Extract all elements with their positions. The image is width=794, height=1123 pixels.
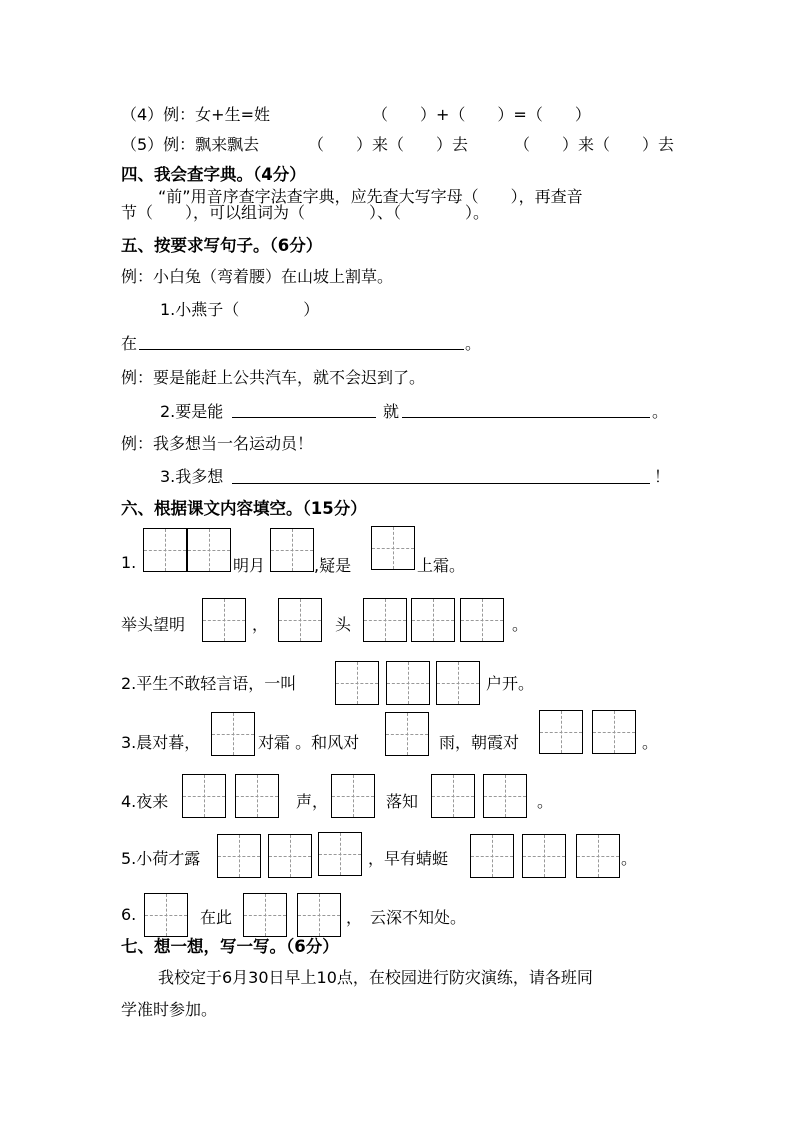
char-box[interactable]	[202, 598, 246, 642]
q6-line5-text-d: 。	[537, 792, 554, 811]
q4-line2: 节（ ），可以组词为（ ）、（ ）。	[121, 203, 490, 222]
q6-line3-text-b: 户开。	[486, 674, 535, 693]
q6-line4-text-b: 对霜 。和风对	[258, 733, 360, 752]
q6-line1-text-b: ,疑是	[314, 556, 352, 575]
char-box[interactable]	[411, 598, 455, 642]
q3-blank-4: （ ）+（ ）=（ ）	[372, 105, 591, 124]
q5-item-1-prefix: 在	[121, 334, 138, 353]
char-box[interactable]	[592, 710, 636, 754]
q5-item-2-end: 。	[652, 402, 669, 421]
q4-line1: “前”用音序查字法查字典，应先查大写字母（ ），再查音	[158, 187, 583, 206]
q6-line2-text-c: 头	[335, 615, 352, 634]
q6-line4-text-d: 。	[642, 733, 659, 752]
q5-example-2: 例：要是能赶上公共汽车，就不会迟到了。	[121, 368, 426, 387]
char-box[interactable]	[217, 834, 261, 878]
char-box[interactable]	[385, 712, 429, 756]
q5-item-1: 1.小燕子（ ）	[160, 300, 320, 319]
q5-item-1-end: 。	[465, 334, 482, 353]
char-box[interactable]	[576, 834, 620, 878]
q3-example-4: （4）例：女+生=姓	[121, 105, 270, 124]
q3-blank-5a: （ ）来（ ）去	[308, 135, 469, 154]
q5-item-2-mid: 就	[383, 402, 400, 421]
char-box[interactable]	[386, 661, 430, 705]
q5-item-2-prefix: 2.要是能	[160, 402, 224, 421]
q6-line4-text-a: 3.晨对暮，	[121, 733, 201, 752]
q5-item-2-answer-line-a[interactable]	[232, 417, 376, 418]
q6-line5-text-c: 落知	[386, 792, 419, 811]
char-box[interactable]	[211, 712, 255, 756]
q5-item-3-answer-line[interactable]	[232, 483, 650, 484]
q6-line6-text-c: 。	[621, 849, 638, 868]
char-box[interactable]	[335, 661, 379, 705]
char-box[interactable]	[436, 661, 480, 705]
q7-line1: 我校定于6月30日早上10点，在校园进行防灾演练，请各班同	[158, 968, 593, 987]
q6-line7-text-c: ， 云深不知处。	[346, 908, 467, 927]
char-box[interactable]	[539, 710, 583, 754]
q6-line7-text-b: 在此	[200, 908, 233, 927]
q6-line3-text-a: 2.平生不敢轻言语，一叫	[121, 674, 297, 693]
q5-example-1: 例：小白兔（弯着腰）在山坡上割草。	[121, 267, 394, 286]
q4-title: 四、我会查字典。（4分）	[121, 165, 306, 184]
char-box[interactable]	[143, 528, 187, 572]
char-box[interactable]	[144, 893, 188, 937]
q6-line7-text-a: 6.	[121, 905, 137, 924]
q5-title: 五、按要求写句子。（6分）	[121, 236, 323, 255]
q6-line6-text-b: ，早有蜻蜓	[368, 849, 449, 868]
q3-blank-5b: （ ）来（ ）去	[514, 135, 675, 154]
char-box[interactable]	[470, 834, 514, 878]
q6-line1-num: 1.	[121, 553, 137, 572]
q7-line2: 学准时参加。	[121, 1000, 218, 1019]
q5-item-3-prefix: 3.我多想	[160, 467, 224, 486]
char-box[interactable]	[278, 598, 322, 642]
q5-item-2-answer-line-b[interactable]	[402, 417, 650, 418]
q5-item-3-end: ！	[654, 467, 671, 486]
q6-line4-text-c: 雨，朝霞对	[439, 733, 520, 752]
char-box[interactable]	[371, 526, 415, 570]
q6-title: 六、根据课文内容填空。（15分）	[121, 499, 367, 518]
q6-line2-text-a: 举头望明	[121, 615, 186, 634]
q5-item-1-answer-line[interactable]	[139, 349, 464, 350]
char-box[interactable]	[363, 598, 407, 642]
char-box[interactable]	[431, 774, 475, 818]
q5-example-3: 例：我多想当一名运动员！	[121, 434, 314, 453]
char-box[interactable]	[243, 893, 287, 937]
char-box[interactable]	[187, 528, 231, 572]
char-box[interactable]	[318, 832, 362, 876]
char-box[interactable]	[182, 774, 226, 818]
q6-line1-text-a: 明月	[233, 556, 266, 575]
char-box[interactable]	[522, 834, 566, 878]
q7-title: 七、想一想，写一写。（6分）	[121, 937, 339, 956]
char-box[interactable]	[270, 528, 314, 572]
char-box[interactable]	[268, 834, 312, 878]
q3-example-5: （5）例：飘来飘去	[121, 135, 260, 154]
char-box[interactable]	[235, 774, 279, 818]
q6-line5-text-a: 4.夜来	[121, 792, 169, 811]
q6-line1-text-c: 上霜。	[417, 556, 466, 575]
q6-line2-text-b: ，	[252, 615, 269, 634]
q6-line2-text-d: 。	[512, 615, 529, 634]
q6-line6-text-a: 5.小荷才露	[121, 849, 201, 868]
char-box[interactable]	[460, 598, 504, 642]
q6-line5-text-b: 声，	[296, 792, 329, 811]
char-box[interactable]	[297, 893, 341, 937]
char-box[interactable]	[483, 774, 527, 818]
char-box[interactable]	[331, 774, 375, 818]
